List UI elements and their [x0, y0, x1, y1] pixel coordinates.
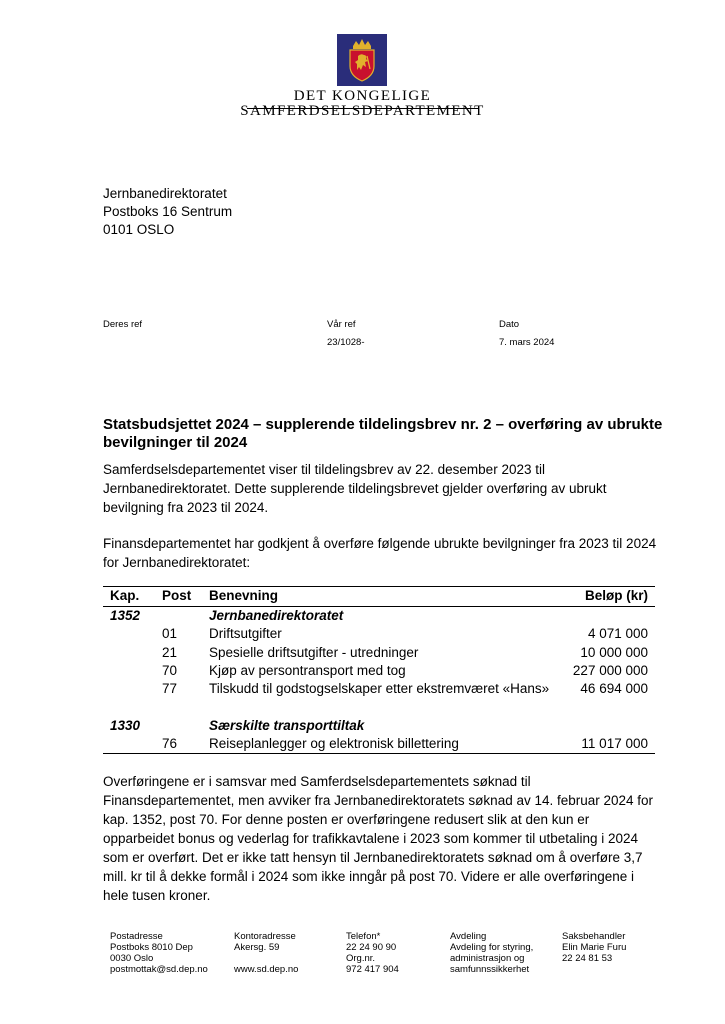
footer-line: Org.nr.: [346, 953, 376, 964]
recipient-postal: 0101 OSLO: [103, 222, 175, 237]
row-belop: 227 000 000: [572, 662, 648, 678]
ministry-name-line1: DET KONGELIGE: [293, 88, 432, 104]
var-ref-value: 23/1028-: [327, 337, 365, 348]
header-benevning: Benevning: [209, 587, 568, 607]
footer-line: administrasjon og: [450, 953, 525, 964]
table-header-row: [103, 587, 655, 607]
var-ref-label: Vår ref: [327, 319, 356, 330]
header-post: Post: [157, 587, 209, 607]
table-group-row: [103, 717, 655, 735]
recipient-name: Jernbanedirektoratet: [103, 186, 227, 201]
letter-title: Statsbudsjettet 2024 – supplerende tildelingsbrev nr. 2 – overføring av ubrukte bevilgninger til 2024: [103, 416, 663, 451]
group-kap: 1352: [110, 608, 141, 623]
row-post: 77: [162, 681, 178, 697]
footer-line: samfunnssikkerhet: [450, 964, 530, 975]
row-belop: 4 071 000: [587, 626, 648, 642]
table-row: [103, 735, 655, 754]
footer-postal-address: [110, 931, 208, 975]
group-name: Jernbanedirektoratet: [209, 608, 344, 623]
footer-department: [450, 931, 533, 975]
row-benevning: Spesielle driftsutgifter - utredninger: [209, 644, 419, 660]
row-belop: 11 017 000: [568, 735, 655, 754]
footer-label: Postadresse: [110, 931, 163, 942]
table-row: [103, 680, 655, 698]
row-post: 01: [162, 626, 178, 642]
footer-phone: [346, 931, 399, 975]
row-post: 76: [157, 735, 209, 754]
row-benevning: Kjøp av persontransport med tog: [209, 662, 406, 678]
header-belop: Beløp (kr): [568, 587, 655, 607]
header-kap: Kap.: [103, 587, 157, 607]
allocation-table: [103, 586, 655, 754]
footer-line: Avdeling for styring,: [450, 942, 534, 953]
row-benevning: Reiseplanlegger og elektronisk billettering: [209, 735, 568, 754]
coat-of-arms-logo-icon: [337, 34, 387, 86]
group-name: Særskilte transporttiltak: [209, 717, 365, 733]
deres-ref-label: Deres ref: [103, 319, 143, 330]
footer-label: Kontoradresse: [234, 931, 296, 942]
ministry-name-line2: SAMFERDSELSDEPARTEMENT: [240, 103, 485, 119]
footer-label: Avdeling: [450, 931, 487, 942]
table-row: [103, 644, 655, 662]
paragraph-intro: Samferdselsdepartementet viser til tildelingsbrev av 22. desember 2023 til Jernbanedirektoratet. Dette supplerende tildelingsbrevet gjelder overføring av ubrukt bevilgning fra 2023 til 2024.: [103, 462, 607, 515]
footer-line: 22 24 90 90: [346, 942, 397, 953]
footer-label: Telefon*: [346, 931, 381, 942]
footer-office-address: [234, 931, 298, 975]
table-row: [103, 662, 655, 680]
table-spacer-row: [103, 698, 655, 716]
row-benevning: Driftsutgifter: [209, 626, 282, 642]
footer-line: 0030 Oslo: [110, 953, 154, 964]
footer-label: Saksbehandler: [562, 931, 626, 942]
footer-email: postmottak@sd.dep.no: [110, 964, 208, 975]
table-group-row: [103, 607, 655, 626]
footer-case-officer: [562, 931, 626, 964]
date-value: 7. mars 2024: [499, 337, 555, 348]
footer-line: [234, 953, 298, 964]
group-kap: 1330: [110, 717, 141, 733]
paragraph-deviation: Overføringene er i samsvar med Samferdselsdepartementets søknad til Finansdepartementet, men avviker fra Jernbanedirektoratets søknad av 14. februar 2024 for kap. 1352, post 70. For denne posten er overføringene redusert slik at den kun er opparbeidet bonus og vederlag for trafikkavtalene i 2023 som kommer til utbetaling i 2024 som er overført. Det er ikke tatt hensyn til Jernbanedirektoratets søknad om å overføre 3,7 mill. kr til å dekke formål i 2024 som ikke inngår på post 70. Videre er alle overføringene i hele tusen kroner.: [103, 774, 654, 903]
row-post: 21: [162, 644, 178, 660]
date-label: Dato: [499, 319, 520, 330]
paragraph-approval: Finansdepartementet har godkjent å overføre følgende ubrukte bevilgninger fra 2023 til 2024 for Jernbanedirektoratet:: [103, 536, 657, 570]
footer-line: Akersg. 59: [234, 942, 280, 953]
footer-website: www.sd.dep.no: [234, 964, 299, 975]
footer-line: 22 24 81 53: [562, 953, 613, 964]
row-belop: 10 000 000: [580, 644, 648, 660]
footer-line: Postboks 8010 Dep: [110, 942, 193, 953]
table-row: [103, 625, 655, 643]
row-benevning: Tilskudd til godstogselskaper etter ekstremværet «Hans»: [209, 681, 550, 697]
recipient-address: Postboks 16 Sentrum: [103, 204, 233, 219]
footer-line: 972 417 904: [346, 964, 399, 975]
row-post: 70: [162, 662, 178, 678]
footer-line: Elin Marie Furu: [562, 942, 627, 953]
row-belop: 46 694 000: [580, 681, 648, 697]
